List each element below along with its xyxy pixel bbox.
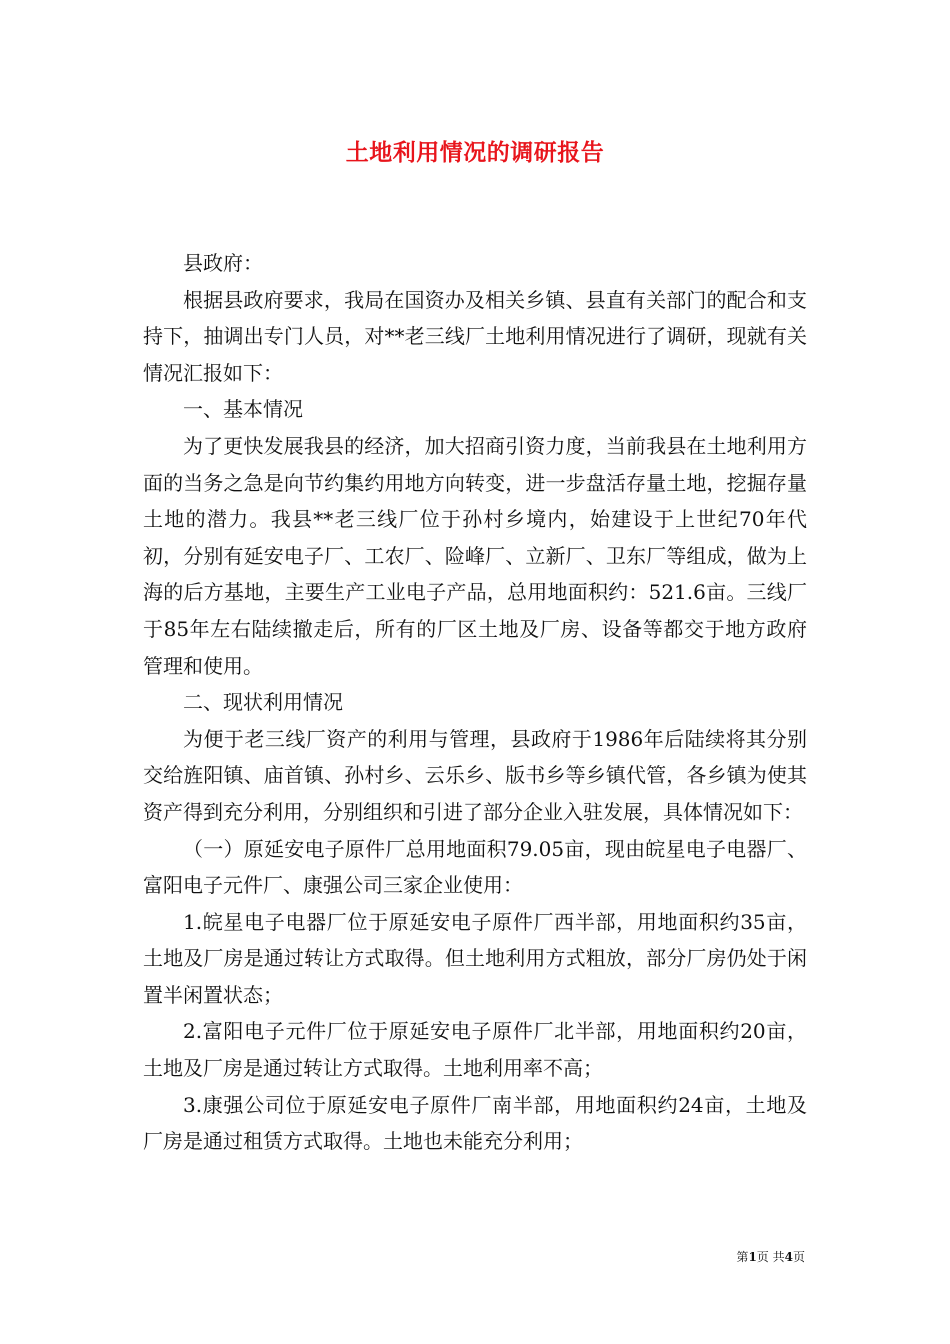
page-prefix: 第 [736,1250,749,1264]
page-suffix: 页 [792,1250,805,1264]
paragraph-basic: 为了更快发展我县的经济，加大招商引资力度，当前我县在土地利用方面的当务之急是向节约集约用地方向转变，进一步盘活存量土地，挖掘存量土地的潜力。我县**老三线厂位于孙村乡境内，始建设于上世纪70年代初，分别有延安电子厂、工农厂、险峰厂、立新厂、卫东厂等组成，做为上海的后方基地，主要生产工业电子产品，总用地面积约：521.6亩。三线厂于85年左右陆续撤走后，所有的厂区土地及厂房、设备等都交于地方政府管理和使用。 [143,433,807,678]
list-item: 2.富阳电子元件厂位于原延安电子原件厂北半部，用地面积约20亩，土地及厂房是通过转让方式取得。土地利用率不高； [143,1019,807,1081]
paragraph-subsection-1: （一）原延安电子原件厂总用地面积79.05亩，现由皖星电子电器厂、富阳电子元件厂、康强公司三家企业使用： [143,836,807,898]
salutation: 县政府： [183,251,263,275]
section-heading-basic: 一、基本情况 [183,397,303,422]
current-page: 1 [748,1250,757,1264]
section-heading-current: 二、现状利用情况 [183,690,343,715]
paragraph-current: 为便于老三线厂资产的利用与管理，县政府于1986年后陆续将其分别交给旌阳镇、庙首镇、孙村乡、云乐乡、版书乡等乡镇代管，各乡镇为使其资产得到充分利用，分别组织和引进了部分企业入驻发展，具体情况如下： [143,726,807,824]
paragraph-intro: 根据县政府要求，我局在国资办及相关乡镇、县直有关部门的配合和支持下，抽调出专门人员，对**老三线厂土地利用情况进行了调研，现就有关情况汇报如下： [143,287,807,385]
document-body [143,245,807,1160]
page-middle: 页 共 [756,1250,785,1264]
document-title: 土地利用情况的调研报告 [345,139,605,166]
list-item: 1.皖星电子电器厂位于原延安电子原件厂西半部，用地面积约35亩，土地及厂房是通过转让方式取得。但土地利用方式粗放，部分厂房仍处于闲置半闲置状态； [143,909,807,1007]
total-pages: 4 [784,1250,793,1264]
list-item: 3.康强公司位于原延安电子原件厂南半部，用地面积约24亩，土地及厂房是通过租赁方式取得。土地也未能充分利用； [143,1092,807,1154]
page-number [736,1248,805,1265]
